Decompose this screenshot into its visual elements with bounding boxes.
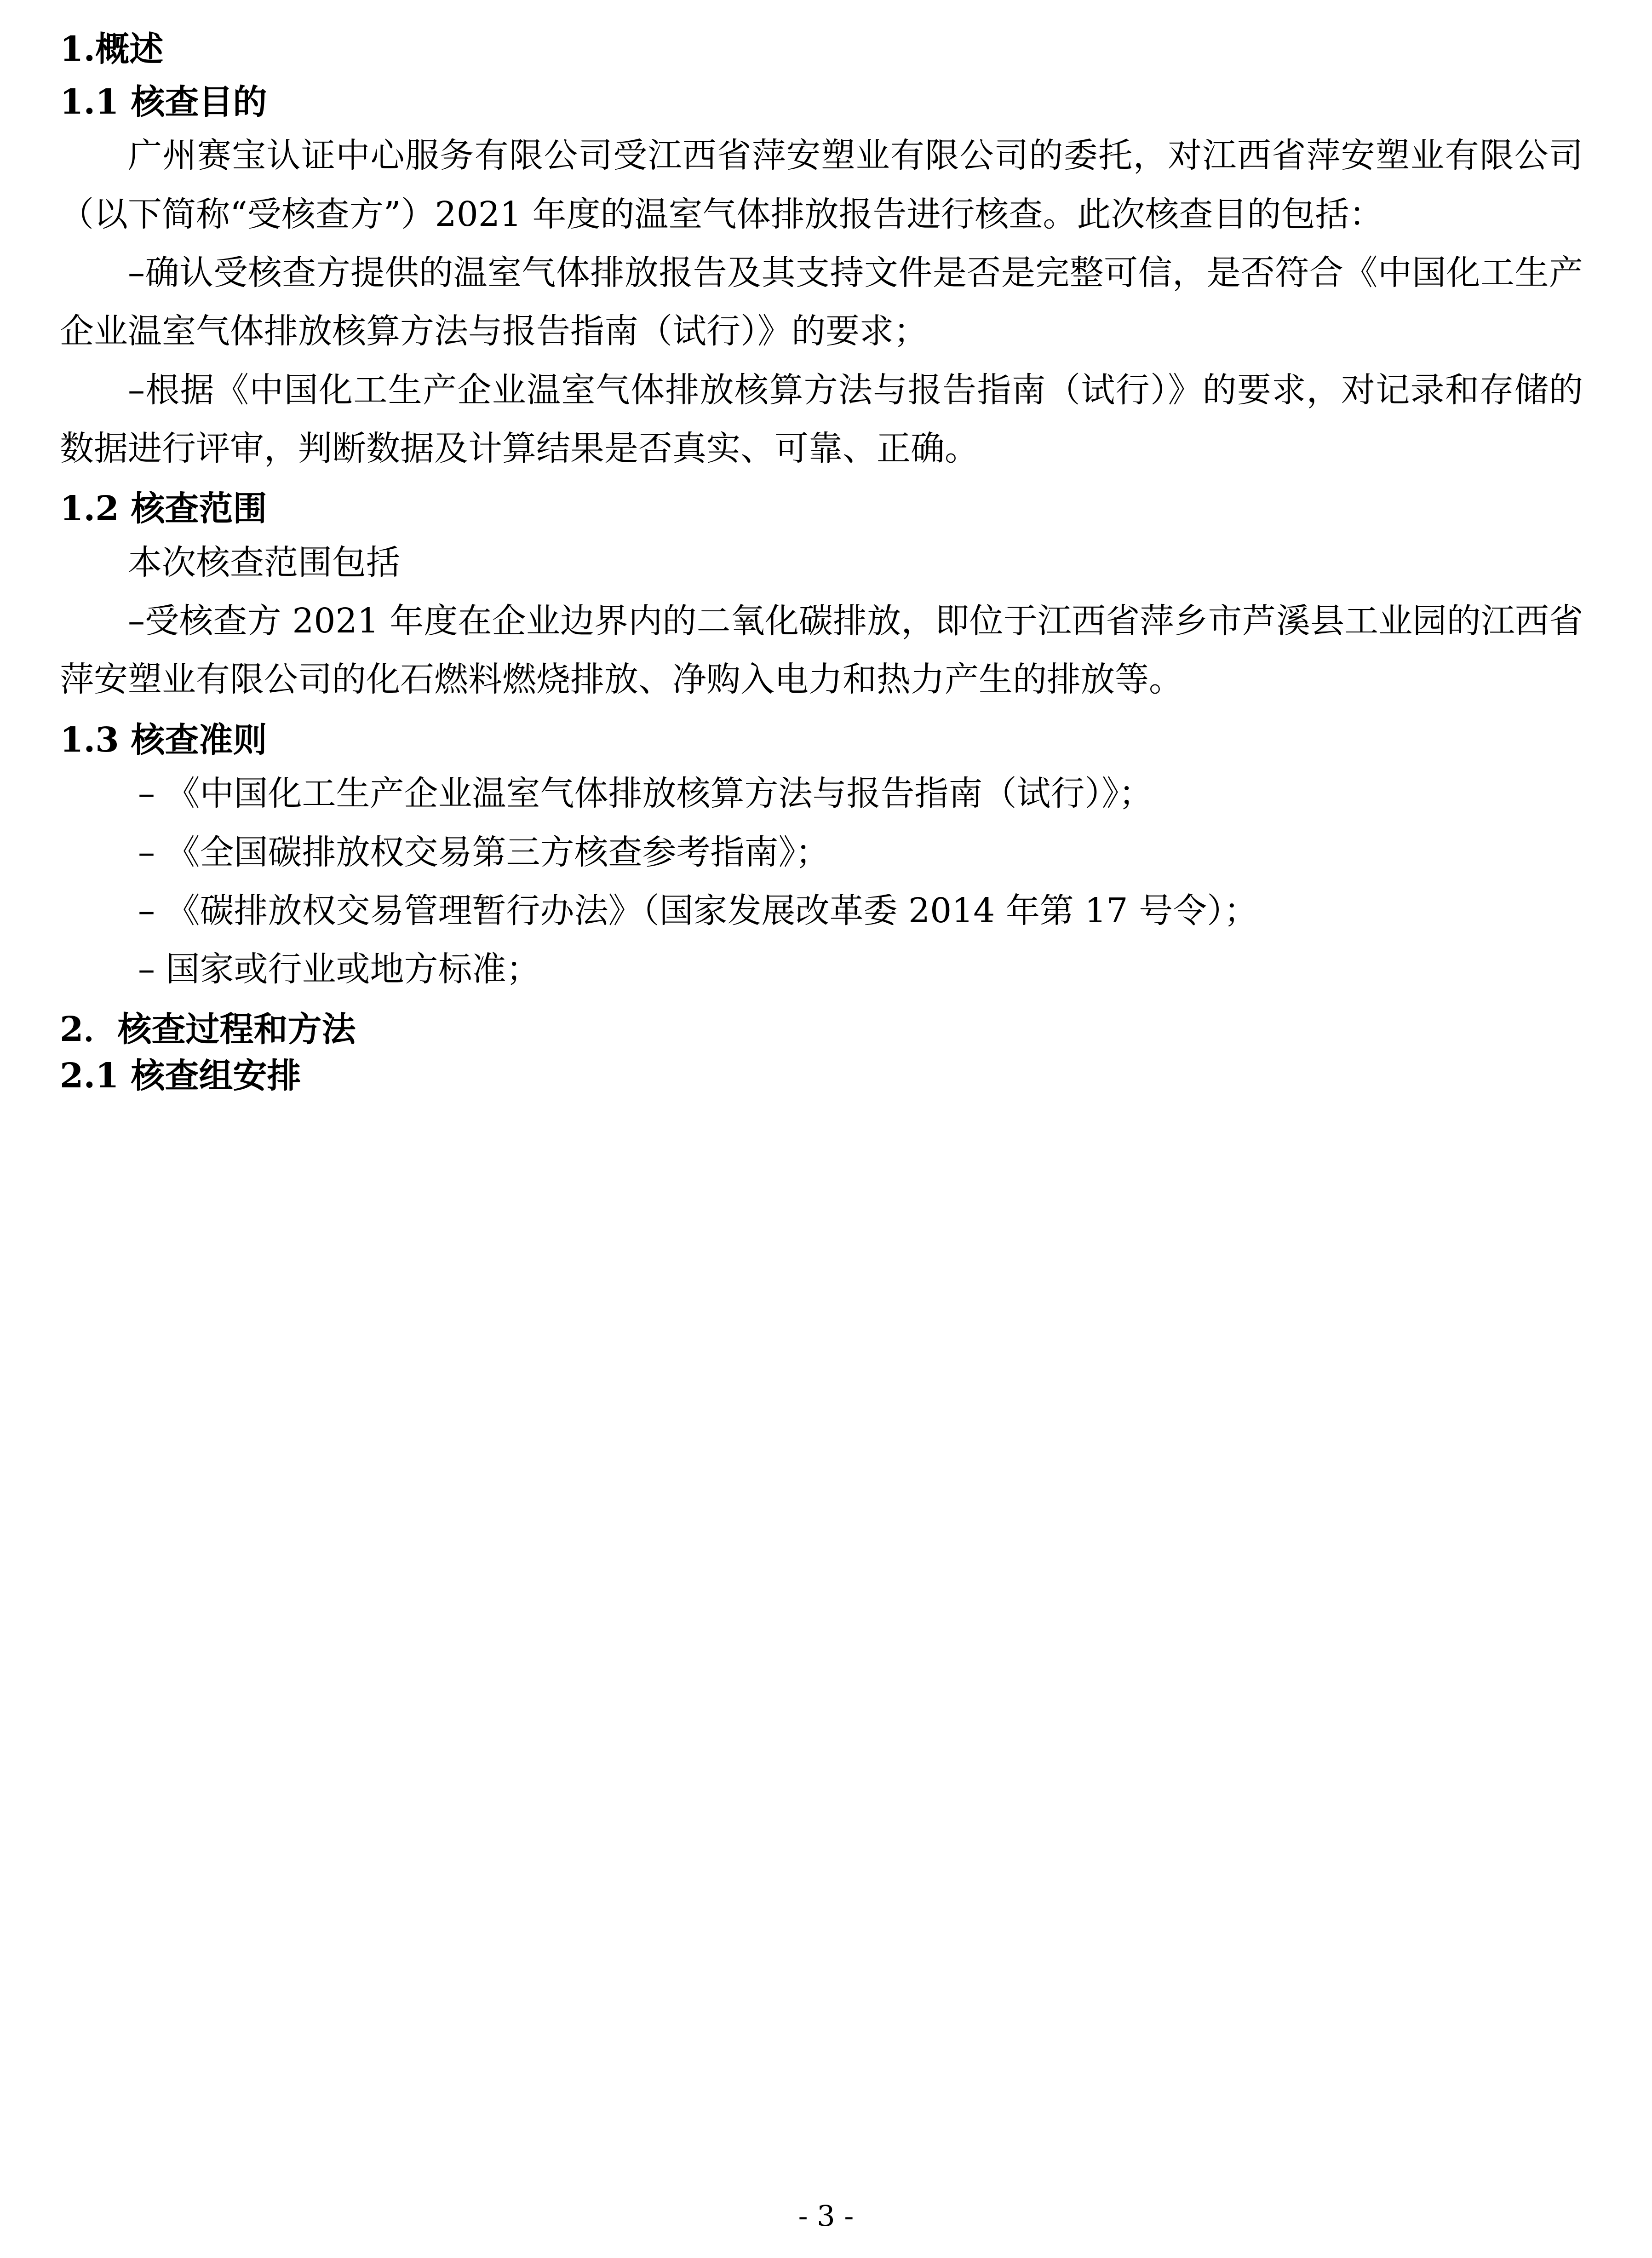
heading-2-1-team-arrangement: 2.1 核查组安排	[60, 1056, 301, 1096]
page-number: - 3 -	[798, 2199, 854, 2233]
paragraph-1-3-bullet-3: – 《碳排放权交易管理暂行办法》（国家发展改革委 2014 年第 17 号令）；	[138, 891, 1258, 931]
paragraph-1-3-bullet-1: – 《中国化工生产企业温室气体排放核算方法与报告指南（试行）》；	[138, 774, 1153, 814]
paragraph-1-2-intro: 本次核查范围包括	[128, 542, 400, 582]
heading-2-process-and-methods: 2．核查过程和方法	[60, 1010, 356, 1050]
paragraph-1-1-bullet-2: –根据《中国化工生产企业温室气体排放核算方法与报告指南（试行）》的要求，对记录和存储的数据进行评审，判断数据及计算结果是否真实、可靠、正确。	[60, 370, 1583, 468]
paragraph-1-1-bullet-1: –确认受核查方提供的温室气体排放报告及其支持文件是否是完整可信，是否符合《中国化工生产企业温室气体排放核算方法与报告指南（试行）》的要求；	[60, 253, 1583, 351]
page-footer	[0, 2199, 1652, 2233]
paragraph-1-2-bullet-1: –受核查方 2021 年度在企业边界内的二氧化碳排放，即位于江西省萍乡市芦溪县工业园的江西省萍安塑业有限公司的化石燃料燃烧排放、净购入电力和热力产生的排放等。	[60, 601, 1583, 700]
heading-1-2-verification-scope: 1.2 核查范围	[60, 489, 267, 529]
paragraph-1-1-intro: 广州赛宝认证中心服务有限公司受江西省萍安塑业有限公司的委托，对江西省萍安塑业有限公司（以下简称“受核查方”）2021 年度的温室气体排放报告进行核查。此次核查目的包括：	[60, 136, 1583, 234]
heading-1-1-verification-purpose: 1.1 核查目的	[60, 82, 267, 122]
heading-1-overview: 1.概述	[60, 29, 164, 69]
paragraph-1-3-bullet-4: – 国家或行业或地方标准；	[138, 949, 540, 989]
heading-1-3-verification-criteria: 1.3 核查准则	[60, 720, 267, 760]
document-body	[60, 28, 1583, 1098]
paragraph-1-3-bullet-2: – 《全国碳排放权交易第三方核查参考指南》；	[138, 832, 830, 872]
